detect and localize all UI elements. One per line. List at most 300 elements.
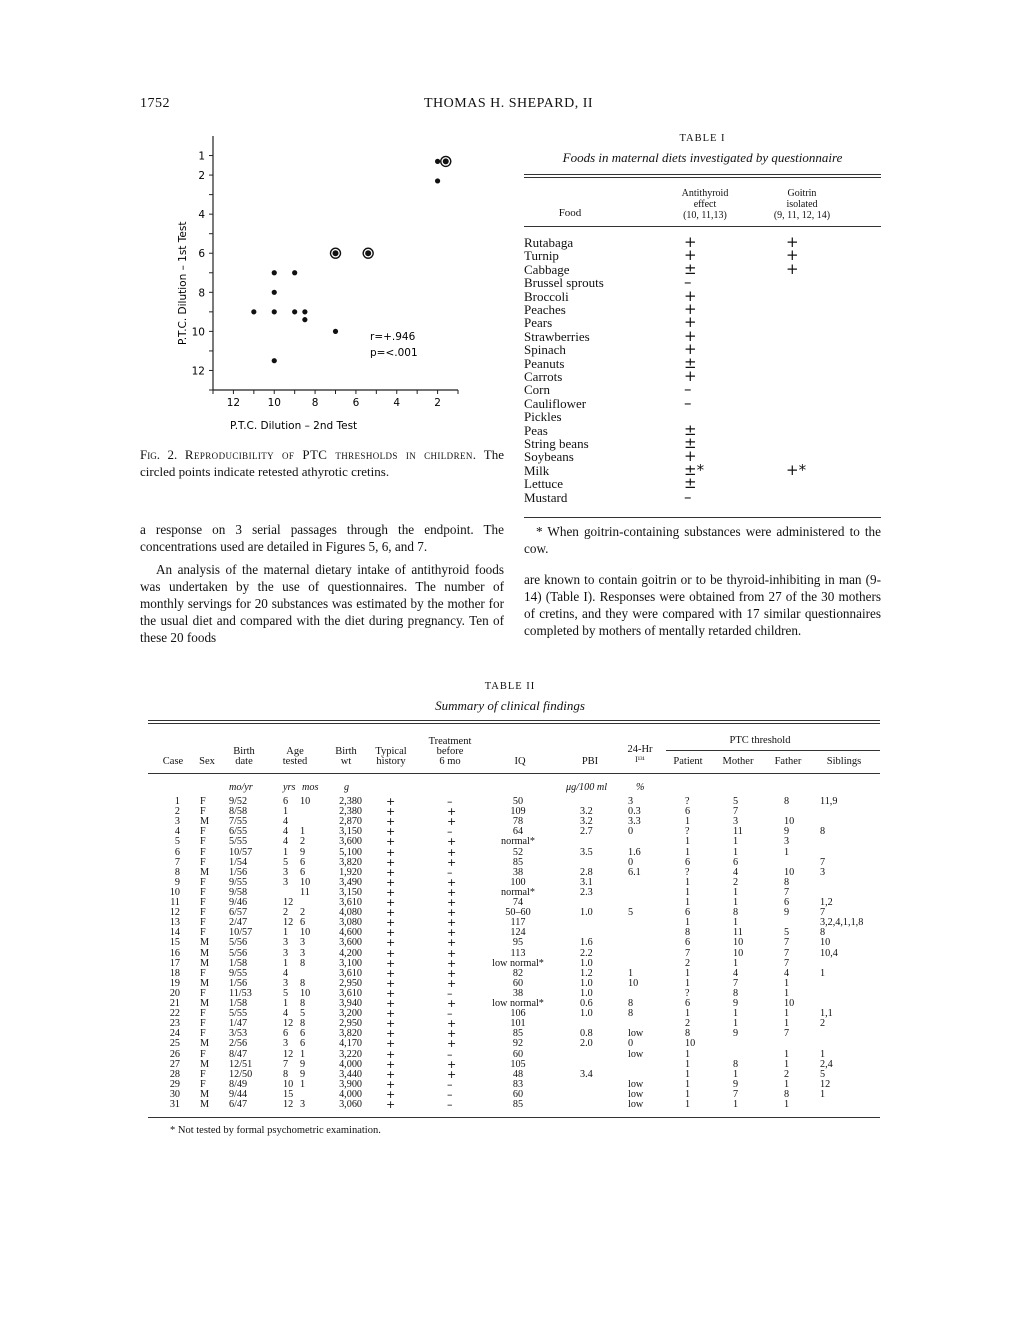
data-point — [251, 309, 256, 314]
table2-cell: 3,080 — [339, 917, 362, 929]
table2-cell: F — [200, 1008, 206, 1020]
table2-row — [0, 908, 1020, 918]
table2-cell: 1.0 — [580, 1008, 593, 1020]
table2-cell: 3 — [733, 816, 739, 828]
unit-wt: g — [344, 782, 350, 793]
table2-cell: 3,060 — [339, 1099, 362, 1110]
table1-row — [524, 326, 881, 345]
left-paragraph-1: a response on 3 serial passages through the endpoint. The concentrations used are detailed in Figures 5, 6, and 7. — [140, 522, 504, 554]
r-annotation: r=+.946 — [370, 331, 416, 343]
table2-cell: 10 — [300, 796, 311, 807]
table2-cell: + — [447, 956, 457, 970]
table2-cell: 11 — [733, 927, 743, 939]
table2-cell: 1 — [628, 967, 634, 979]
unit-birth: mo/yr — [229, 782, 253, 793]
caption-label: Fig. 2. — [140, 447, 178, 462]
table1-food: Broccoli — [524, 288, 569, 304]
data-point — [272, 309, 277, 314]
table2-cell: + — [386, 896, 396, 909]
table2-cell: 5 — [300, 1008, 306, 1020]
table2-cell: M — [200, 947, 210, 959]
table1-food: Spinach — [524, 342, 566, 358]
table1-title: TABLE I — [679, 133, 726, 144]
table2-cell: + — [386, 875, 396, 889]
table1-antithyroid: – — [684, 487, 692, 506]
table2-cell: 1 — [283, 957, 289, 969]
table2-cell: normal* — [501, 836, 535, 848]
table1-antithyroid: ± — [684, 420, 697, 439]
table2-cell: 3.2 — [580, 816, 593, 828]
table2-cell: F — [200, 826, 206, 838]
table2-cell: 4 — [174, 826, 180, 838]
table2-cell: 1 — [283, 846, 289, 858]
table2-cell: 1/54 — [229, 856, 248, 868]
table2-cell: 5 — [628, 907, 634, 919]
table2-cell: 3 — [820, 866, 826, 878]
table2-cell: + — [447, 976, 457, 990]
table2-cell: 4,600 — [339, 927, 362, 939]
table1-goitrin: + — [786, 246, 799, 265]
table2-cell: 95 — [512, 937, 524, 949]
table2-cell: 1,1 — [820, 1008, 833, 1020]
table2-cell: 10 — [733, 947, 744, 959]
table2-cell: 1 — [685, 886, 691, 898]
table1-row — [524, 420, 881, 439]
table2-cell: + — [447, 815, 457, 829]
table2-cell: 1.6 — [628, 846, 641, 858]
table2-cell: 22 — [169, 1008, 180, 1020]
table1-row — [524, 393, 881, 412]
table2-cell: 1 — [174, 796, 180, 807]
table2-cell: 0.8 — [580, 1028, 593, 1040]
table2-cell: 85 — [512, 1099, 524, 1110]
table2-cell: 12 — [820, 1078, 831, 1090]
table2-cell: 6 — [685, 998, 691, 1009]
table2-cell: + — [386, 1098, 396, 1111]
table2-cell: 8 — [685, 927, 691, 939]
table1-antithyroid: + — [684, 326, 697, 345]
table1-row — [524, 313, 881, 332]
table2-cell: + — [447, 936, 457, 950]
table2-cell: 10 — [820, 937, 831, 949]
table2-cell: low — [628, 1088, 644, 1100]
table2-cell: F — [200, 1078, 206, 1090]
table2-cell: + — [386, 1057, 396, 1071]
table2-cell: 101 — [510, 1018, 526, 1030]
table2-cell: 1 — [685, 836, 691, 848]
table2-cell: 8 — [820, 927, 826, 939]
table2-cell: F — [200, 1028, 206, 1040]
table2-cell: – — [447, 986, 453, 1000]
table2-cell: 1 — [685, 967, 691, 979]
x-tick-label: 8 — [311, 397, 319, 409]
left-paragraph-2: An analysis of the maternal dietary intake of antithyroid foods was undertaken by the use of questionnaires. The number of monthly servings for 20 substances was estimated by the mother for the usual diet and compared with the diet during pregnancy. Ten of these 20 foods — [140, 562, 504, 645]
table2-cell: 5 — [820, 1068, 826, 1080]
table2-cell: 20 — [169, 987, 180, 999]
table2-cell: 3,440 — [339, 1068, 362, 1080]
table2-footnote: * Not tested by formal psychometric examination. — [170, 1125, 381, 1136]
table2-cell: + — [386, 976, 396, 990]
table2-cell: 9 — [300, 1058, 306, 1070]
table2-row — [0, 837, 1020, 847]
table2-cell: 2,870 — [339, 816, 362, 828]
table1-antithyroid: + — [684, 313, 697, 332]
table2-cell: 23 — [169, 1018, 180, 1030]
table2-row — [0, 1029, 1020, 1039]
table2-cell: 4 — [283, 1008, 289, 1020]
table2-cell: 1 — [685, 846, 691, 858]
table2-cell: + — [447, 916, 457, 930]
table2-cell: 4,080 — [339, 907, 362, 919]
table2-cell: 12 — [283, 1048, 294, 1060]
table2-cell: 8 — [300, 998, 306, 1009]
table2-cell: F — [200, 967, 206, 979]
table2-cell: 3 — [283, 876, 289, 888]
table2-cell: 9/55 — [229, 876, 248, 888]
table2-cell: 5/56 — [229, 937, 248, 949]
table2-cell: 12/50 — [229, 1068, 253, 1080]
table2-cell: + — [386, 1077, 396, 1091]
table2-cell: – — [447, 1098, 453, 1111]
table2-cell: 1 — [733, 1018, 739, 1030]
unit-hr: % — [636, 782, 645, 793]
table1-food: Mustard — [524, 489, 568, 505]
data-point — [333, 329, 338, 334]
table2-cell: 2 — [300, 836, 306, 848]
table2-cell: 2.0 — [580, 1038, 593, 1050]
table2-cell: 15 — [169, 937, 180, 949]
table2-cell: + — [447, 1067, 457, 1081]
table2-cell: + — [447, 1017, 457, 1031]
table2-cell: F — [200, 806, 206, 818]
t2-head-birth: Birth date — [233, 746, 255, 767]
table1-food: Rutabaga — [524, 235, 574, 250]
t2-head-iq: IQ — [514, 756, 526, 767]
table2-cell: 5,100 — [339, 846, 362, 858]
table1-row — [524, 273, 881, 292]
table2-cell: 1 — [784, 1048, 790, 1060]
table2-cell: + — [447, 896, 457, 909]
table2-cell: 5/55 — [229, 1008, 248, 1020]
page-number: 1752 — [140, 96, 170, 111]
table2-cell: + — [386, 855, 396, 869]
table1-row — [524, 487, 881, 506]
table2-cell: + — [386, 946, 396, 960]
table2-cell: 2 — [733, 876, 739, 888]
table2-cell: + — [447, 1057, 457, 1071]
table2-cell: 1 — [733, 846, 739, 858]
table2-cell: 10 — [169, 886, 180, 898]
table1-antithyroid: – — [684, 273, 692, 292]
t2-head-age: Age tested — [282, 746, 308, 767]
table2-rule-bottom — [148, 1117, 880, 1118]
table2-cell: + — [386, 865, 396, 879]
right-column-text — [524, 571, 881, 645]
table2-cell: 6 — [283, 796, 289, 807]
data-point — [302, 309, 307, 314]
table2-cell: 3,150 — [339, 886, 362, 898]
table2-cell: F — [200, 836, 206, 848]
table2-cell: 1 — [784, 846, 790, 858]
table2-subtitle: Summary of clinical findings — [435, 698, 585, 713]
table2-cell: 11,9 — [820, 796, 838, 807]
table2-cell: 6 — [685, 907, 691, 919]
table2-cell: 3 — [283, 866, 289, 878]
table2-cell: 38 — [512, 987, 524, 999]
table2-cell: 78 — [512, 816, 524, 828]
unit-yrs: yrs — [283, 782, 296, 793]
table2-cell: + — [447, 997, 457, 1010]
table1-rule-top — [524, 174, 881, 175]
table2-cell: 1 — [685, 1068, 691, 1080]
table2-cell: + — [447, 875, 457, 889]
table2-row — [0, 938, 1020, 948]
table2-cell: 83 — [512, 1078, 524, 1090]
table2-cell: 11 — [733, 826, 743, 838]
table2-cell: 2.3 — [580, 886, 593, 898]
table2-cell: 1 — [820, 967, 826, 979]
table2-cell: low — [628, 1028, 644, 1040]
data-point — [272, 358, 277, 363]
table1-food: Peaches — [524, 302, 566, 317]
table2-row — [0, 1100, 1020, 1110]
table2-cell: + — [386, 795, 396, 808]
table1-row — [524, 340, 881, 359]
table2-cell: M — [200, 1038, 210, 1050]
table2-cell: low — [628, 1099, 644, 1110]
table2-cell: 28 — [169, 1068, 180, 1080]
t2-head-24hr: 24-Hr I¹³¹ — [627, 744, 653, 764]
table2-cell: 1 — [733, 957, 739, 969]
circled-point — [333, 250, 339, 256]
table2-cell: F — [200, 876, 206, 888]
table2-cell: – — [447, 1047, 453, 1061]
table2-cell: F — [200, 917, 206, 929]
table2-cell: + — [386, 956, 396, 970]
table2-cell: 8 — [784, 796, 790, 807]
table2-cell: 3.1 — [580, 876, 593, 888]
table2-cell: 8 — [784, 1088, 790, 1100]
right-paragraph-1: are known to contain goitrin or to be thyroid-inhibiting in man (9-14) (Table I). Responses were obtained from 27 of the 30 mothers of cretins, and they were compared with 17 similar questionnaires completed by mothers of mentally retarded children. — [524, 572, 881, 638]
table2-cell: F — [200, 846, 206, 858]
table1-goitrin: +* — [786, 460, 807, 479]
table2-cell: + — [386, 936, 396, 950]
table2-cell: 6 — [174, 846, 180, 858]
table2-cell: 10 — [784, 866, 795, 878]
t2-head-siblings: Siblings — [826, 756, 862, 767]
table2-cell: 9 — [174, 876, 180, 888]
t2-head-sex: Sex — [199, 756, 215, 767]
table2-cell: 9/46 — [229, 897, 248, 908]
table2-cell: 2.2 — [580, 947, 593, 959]
table2-cell: 9 — [784, 907, 790, 919]
table2-cell: 117 — [510, 917, 526, 929]
table1-food: Soybeans — [524, 449, 574, 465]
y-tick-label: 8 — [198, 287, 205, 300]
table1-food: Turnip — [524, 248, 559, 264]
table1-row — [524, 353, 881, 372]
table2-cell: 1/58 — [229, 957, 248, 969]
table2-cell: 8 — [300, 977, 306, 989]
table2-cell: – — [447, 1077, 453, 1091]
table2-row — [0, 845, 1020, 859]
table1-food: Lettuce — [524, 476, 563, 492]
scatter-chart — [150, 130, 500, 430]
unit-mos: mos — [302, 782, 319, 793]
table2-cell: 24 — [169, 1028, 180, 1040]
table2-cell: 6 — [685, 806, 691, 818]
table2-rule-top — [148, 720, 880, 721]
table2-cell: + — [386, 805, 396, 819]
table1-food: Carrots — [524, 369, 563, 384]
table2-cell: 8 — [174, 866, 180, 878]
table2-cell: 8 — [733, 987, 739, 999]
table1-food: Peanuts — [524, 355, 565, 371]
table2-cell: 6.1 — [628, 866, 641, 878]
x-tick-label: 2 — [434, 397, 441, 409]
table2-cell: F — [200, 796, 206, 807]
table2-cell: 3 — [283, 1038, 289, 1050]
table2-cell: 3,940 — [339, 998, 362, 1009]
table2-cell: 15 — [283, 1088, 294, 1100]
table2-cell: 64 — [512, 826, 524, 838]
table2-cell: 7 — [733, 977, 739, 989]
table2-cell: 8 — [733, 1058, 739, 1070]
table1-food: Pickles — [524, 409, 562, 425]
table2-cell: 13 — [169, 917, 180, 929]
table2-cell: 109 — [510, 806, 526, 818]
caption-text: The circled points indicate retested athyrotic cretins. — [140, 447, 504, 479]
t2-head-ptc: PTC threshold — [729, 735, 791, 746]
table1-antithyroid: ± — [684, 474, 697, 493]
table2-cell: 5 — [174, 836, 180, 848]
chart-points — [251, 156, 451, 363]
table1-antithyroid: + — [684, 340, 697, 359]
table2-cell: 2 — [685, 957, 691, 969]
table1-col-food: Food — [558, 207, 582, 219]
t2-head-treatment: Treatment before 6 mo — [428, 736, 472, 767]
table2-rule-top2 — [148, 723, 880, 724]
table2-cell: 26 — [169, 1048, 180, 1060]
table2-cell: 6 — [685, 937, 691, 949]
table2-cell: F — [200, 1068, 206, 1080]
t2-head-pbi: PBI — [581, 756, 599, 767]
table1-food: Cauliflower — [524, 395, 587, 411]
table2-cell: 2 — [784, 1068, 790, 1080]
table2-cell: 50–60 — [505, 907, 531, 919]
table2-cell: 3.3 — [628, 816, 641, 828]
table2-cell: 4 — [733, 967, 739, 979]
y-tick-label: 4 — [198, 209, 205, 222]
table2-cell: 1 — [784, 1008, 790, 1020]
table2-cell: 27 — [169, 1058, 180, 1070]
table2-cell: 3,820 — [339, 856, 362, 868]
table2-cell: 9 — [300, 1068, 306, 1080]
table2-cell: 6 — [784, 897, 790, 908]
table2-cell: 3,610 — [339, 897, 362, 908]
table2-cell: 6/55 — [229, 826, 248, 838]
table2-cell: 0.3 — [628, 806, 641, 818]
table2-cell: 8 — [628, 998, 634, 1009]
table2-cell: 11/53 — [229, 987, 252, 999]
table2-cell: 10 — [300, 876, 311, 888]
table2-cell: 10 — [628, 977, 639, 989]
table2-cell: 8/47 — [229, 1048, 248, 1060]
table1-goitrin: + — [786, 233, 799, 251]
table2-cell: 2,950 — [339, 977, 362, 989]
table2-cell: 1 — [685, 917, 691, 929]
left-column-text — [140, 521, 504, 652]
table2-cell: 3 — [628, 796, 634, 807]
table2-cell: 60 — [512, 1048, 524, 1060]
table1-row — [524, 233, 881, 251]
table2-cell: 9/58 — [229, 886, 248, 898]
table2-cell: + — [386, 1047, 396, 1061]
table2-cell: 10/57 — [229, 927, 253, 939]
y-tick-label: 1 — [198, 150, 205, 163]
table2-cell: 0 — [628, 1038, 634, 1050]
table2-cell: 1 — [784, 1078, 790, 1090]
table2-cell: 7 — [784, 937, 790, 949]
table2-cell: – — [447, 865, 453, 879]
table2-cell: 1 — [685, 1088, 691, 1100]
x-axis-label: P.T.C. Dilution – 2nd Test — [230, 420, 358, 430]
x-tick-label: 6 — [352, 397, 360, 409]
table2-cell: + — [447, 835, 457, 849]
table2-cell: 1 — [685, 816, 691, 828]
table2-cell: 2.7 — [580, 826, 593, 838]
table2-row — [0, 885, 1020, 899]
table2-cell: 2,4 — [820, 1058, 833, 1070]
table1-row — [524, 380, 881, 399]
data-point — [272, 270, 277, 275]
table2-cell: 10/57 — [229, 846, 253, 858]
table2-cell: 12/51 — [229, 1058, 253, 1070]
table2-cell: 10 — [283, 1078, 294, 1090]
table2-cell: + — [447, 906, 457, 920]
table2-cell: 12 — [283, 917, 294, 929]
table2-cell: F — [200, 1048, 206, 1060]
table2-cell: 1 — [733, 886, 739, 898]
data-point — [272, 290, 277, 295]
t2-units-row — [0, 783, 1020, 794]
table1-antithyroid: + — [684, 300, 697, 318]
table2-cell: + — [386, 966, 396, 980]
table2-cell: + — [386, 815, 396, 829]
table2-cell: ? — [685, 866, 690, 878]
table2-cell: 3 — [174, 816, 180, 828]
table2-cell: M — [200, 1058, 210, 1070]
table2-cell: 8/58 — [229, 806, 248, 818]
table1-antithyroid: + — [684, 286, 697, 305]
table2-cell: 11 — [170, 897, 180, 908]
circled-point — [443, 158, 449, 164]
table2-cell: 3,150 — [339, 826, 362, 838]
table2-cell: 10 — [784, 816, 795, 828]
table2-cell: 2/47 — [229, 917, 248, 929]
table2-cell: 6 — [283, 1028, 289, 1040]
table2-cell: 6 — [300, 917, 306, 929]
table2-cell: 85 — [512, 856, 524, 868]
table2-cell: + — [386, 926, 396, 940]
table2-cell: + — [386, 835, 396, 849]
table1-antithyroid: + — [684, 447, 697, 466]
table2-cell: 2 — [820, 1018, 826, 1030]
table2-cell: + — [447, 1037, 457, 1051]
table2-cell: 4,000 — [339, 1088, 362, 1100]
table2-cell: 124 — [510, 927, 526, 939]
table1-rule-head — [524, 226, 881, 227]
